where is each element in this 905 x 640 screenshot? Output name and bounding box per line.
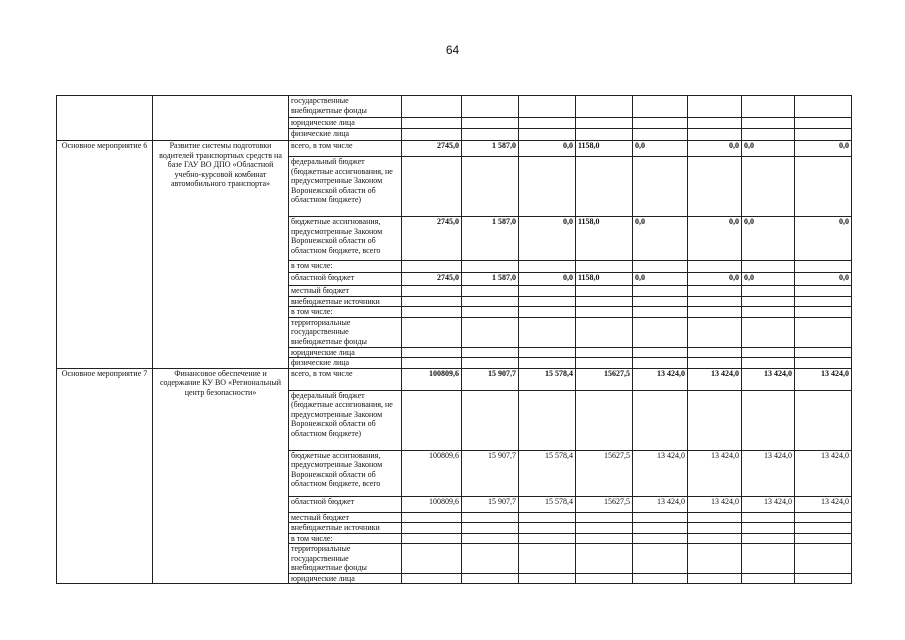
- value-cell: 0,0: [519, 141, 576, 157]
- funding-source-cell: областной бюджет: [289, 496, 402, 512]
- funding-source-cell: в том числе:: [289, 533, 402, 544]
- value-cell: 13 424,0: [633, 368, 688, 390]
- funding-source-cell: бюджетные ассигнования, предусмотренные Законом Воронежской области об областном бюджете, всего: [289, 450, 402, 496]
- funding-source-cell: государственные внебюджетные фонды: [289, 96, 402, 118]
- value-cell: 15 907,7: [462, 496, 519, 512]
- value-cell: 15627,5: [576, 496, 633, 512]
- value-cell: 13 424,0: [688, 496, 742, 512]
- value-cell: 13 424,0: [688, 450, 742, 496]
- value-cell: 15 578,4: [519, 450, 576, 496]
- funding-source-cell: юридические лица: [289, 118, 402, 129]
- funding-source-cell: бюджетные ассигнования, предусмотренные Законом Воронежской области об областном бюджете, всего: [289, 217, 402, 261]
- value-cell: 0,0: [688, 273, 742, 286]
- funding-source-cell: внебюджетные источники: [289, 296, 402, 307]
- value-cell: 15627,5: [576, 450, 633, 496]
- value-cell: 1158,0: [576, 273, 633, 286]
- activity-title-cell: Развитие системы подготовки водителей транспортных средств на базе ГАУ ВО ДПО «Областной учебно-курсовой комбинат автомобильного транспорта»: [153, 141, 289, 369]
- funding-source-cell: местный бюджет: [289, 512, 402, 523]
- table-row: [57, 96, 852, 118]
- value-cell: 100809,6: [402, 450, 462, 496]
- value-cell: 15 907,7: [462, 368, 519, 390]
- funding-source-cell: федеральный бюджет (бюджетные ассигнования, не предусмотренные Законом Воронежской области об областном бюджете): [289, 157, 402, 217]
- value-cell: 0,0: [633, 217, 688, 261]
- funding-source-cell: всего, в том числе: [289, 368, 402, 390]
- funding-source-cell: территориальные государственные внебюджетные фонды: [289, 544, 402, 574]
- budget-table: [56, 95, 852, 584]
- funding-source-cell: внебюджетные источники: [289, 523, 402, 534]
- value-cell: 15 578,4: [519, 368, 576, 390]
- value-cell: 13 424,0: [633, 450, 688, 496]
- value-cell: 0,0: [795, 273, 852, 286]
- funding-source-cell: в том числе:: [289, 307, 402, 318]
- table-row: [57, 141, 852, 157]
- value-cell: 1158,0: [576, 141, 633, 157]
- activity-name-cell: Основное мероприятие 6: [57, 141, 153, 369]
- page-number: 64: [445, 43, 460, 57]
- value-cell: 15 907,7: [462, 450, 519, 496]
- value-cell: 13 424,0: [742, 368, 795, 390]
- funding-source-cell: физические лица: [289, 358, 402, 369]
- funding-source-cell: юридические лица: [289, 347, 402, 358]
- value-cell: 0,0: [633, 141, 688, 157]
- funding-source-cell: территориальные государственные внебюджетные фонды: [289, 317, 402, 347]
- value-cell: 1 587,0: [462, 217, 519, 261]
- value-cell: 0,0: [519, 217, 576, 261]
- value-cell: 0,0: [742, 217, 795, 261]
- value-cell: 0,0: [742, 141, 795, 157]
- funding-source-cell: федеральный бюджет (бюджетные ассигнования, не предусмотренные Законом Воронежской области об областном бюджете): [289, 390, 402, 450]
- value-cell: 0,0: [795, 141, 852, 157]
- activity-title-cell: Финансовое обеспечение и содержание КУ ВО «Региональный центр безопасности»: [153, 368, 289, 584]
- value-cell: 0,0: [795, 217, 852, 261]
- value-cell: 13 424,0: [795, 368, 852, 390]
- value-cell: 13 424,0: [742, 496, 795, 512]
- value-cell: 13 424,0: [795, 450, 852, 496]
- activity-name-cell: [57, 96, 153, 141]
- value-cell: 2745,0: [402, 141, 462, 157]
- table-row: [57, 368, 852, 390]
- value-cell: 1158,0: [576, 217, 633, 261]
- funding-source-cell: областной бюджет: [289, 273, 402, 286]
- funding-source-cell: местный бюджет: [289, 286, 402, 297]
- value-cell: 2745,0: [402, 217, 462, 261]
- value-cell: 13 424,0: [742, 450, 795, 496]
- value-cell: 0,0: [633, 273, 688, 286]
- value-cell: 13 424,0: [633, 496, 688, 512]
- funding-source-cell: всего, в том числе: [289, 141, 402, 157]
- value-cell: 100809,6: [402, 496, 462, 512]
- value-cell: 0,0: [688, 141, 742, 157]
- value-cell: 2745,0: [402, 273, 462, 286]
- activity-name-cell: Основное мероприятие 7: [57, 368, 153, 584]
- value-cell: 13 424,0: [795, 496, 852, 512]
- value-cell: 0,0: [519, 273, 576, 286]
- value-cell: 1 587,0: [462, 141, 519, 157]
- value-cell: 15 578,4: [519, 496, 576, 512]
- funding-source-cell: юридические лица: [289, 573, 402, 584]
- funding-source-cell: физические лица: [289, 129, 402, 141]
- value-cell: 13 424,0: [688, 368, 742, 390]
- value-cell: 0,0: [742, 273, 795, 286]
- value-cell: 15627,5: [576, 368, 633, 390]
- funding-source-cell: в том числе:: [289, 261, 402, 273]
- activity-title-cell: [153, 96, 289, 141]
- value-cell: 0,0: [688, 217, 742, 261]
- value-cell: 1 587,0: [462, 273, 519, 286]
- value-cell: 100809,6: [402, 368, 462, 390]
